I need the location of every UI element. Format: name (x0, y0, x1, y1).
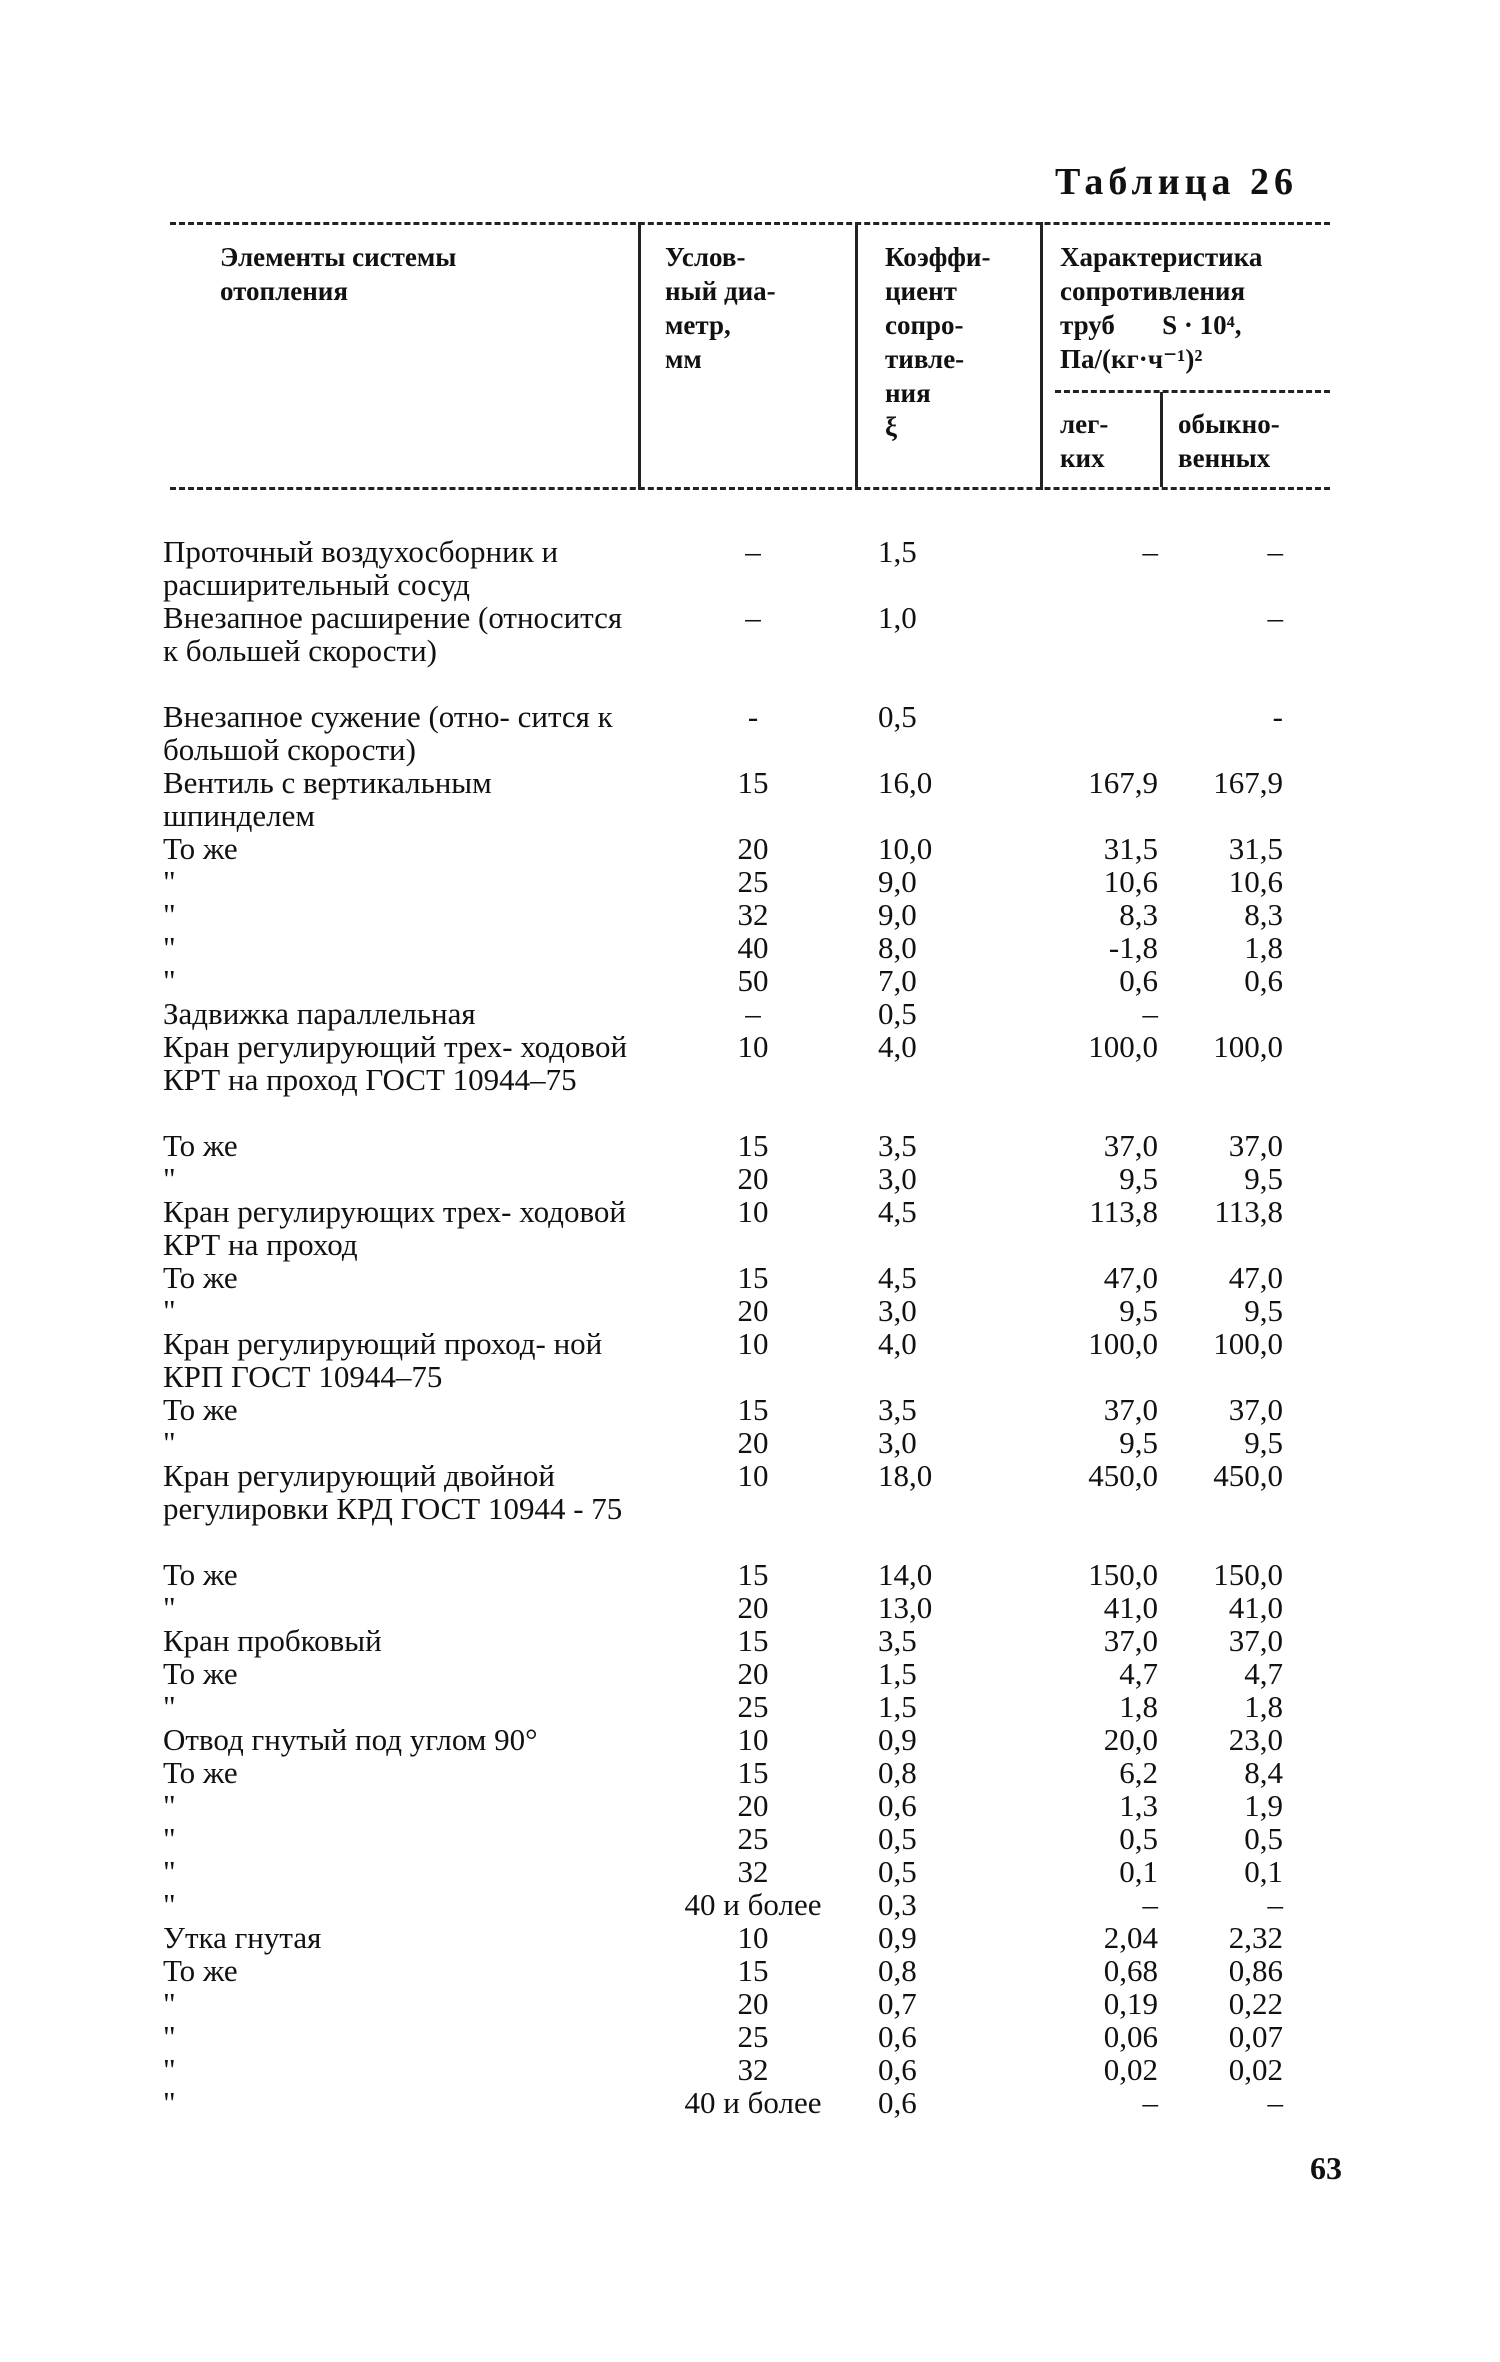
row-ordinary-pipes: 0,6 (1244, 963, 1283, 998)
row-element-name: " (163, 1854, 176, 1889)
header-diameter: Услов- ный диа- метр, мм (665, 242, 776, 374)
row-ordinary-pipes: 100,0 (1213, 1326, 1283, 1361)
header-characteristic: Характеристика сопротивления труб S · 10⁴, Па/(кг·ч⁻¹)² (1060, 242, 1263, 374)
row-element-name: " (163, 1293, 176, 1328)
row-diameter: 20 (737, 1590, 769, 1625)
row-coefficient: 9,0 (878, 864, 917, 899)
row-coefficient: 0,5 (878, 996, 917, 1031)
header-top-rule (170, 222, 1330, 225)
row-diameter: 10 (737, 1029, 769, 1064)
row-diameter: 25 (737, 2019, 769, 2054)
row-element-name: " (163, 897, 176, 932)
row-diameter: 32 (737, 2052, 769, 2087)
row-element-name: " (163, 1161, 176, 1196)
row-light-pipes: 9,5 (1119, 1425, 1158, 1460)
row-element-name: " (163, 930, 176, 965)
row-coefficient: 16,0 (878, 765, 933, 800)
row-element-name: То же (163, 1953, 238, 1988)
row-light-pipes: 1,8 (1119, 1689, 1158, 1724)
row-light-pipes: -1,8 (1108, 930, 1158, 965)
row-ordinary-pipes: 0,02 (1228, 2052, 1283, 2087)
row-ordinary-pipes: 0,86 (1228, 1953, 1283, 1988)
row-ordinary-pipes: 47,0 (1228, 1260, 1283, 1295)
row-ordinary-pipes: 23,0 (1228, 1722, 1283, 1757)
row-ordinary-pipes: 37,0 (1228, 1128, 1283, 1163)
row-diameter: - (747, 699, 759, 734)
table-header (170, 222, 1330, 490)
row-coefficient: 14,0 (878, 1557, 933, 1592)
row-element-name: То же (163, 1557, 238, 1592)
row-ordinary-pipes: 2,32 (1228, 1920, 1283, 1955)
row-coefficient: 0,7 (878, 1986, 917, 2021)
row-diameter: 20 (737, 1986, 769, 2021)
row-coefficient: 0,5 (878, 1821, 917, 1856)
row-coefficient: 0,6 (878, 1788, 917, 1823)
row-element-name: " (163, 1986, 176, 2021)
row-coefficient: 18,0 (878, 1458, 933, 1493)
row-diameter: 50 (737, 963, 769, 998)
row-coefficient: 4,0 (878, 1029, 917, 1064)
row-light-pipes: 37,0 (1103, 1128, 1158, 1163)
row-element-name: Внезапное расширение (относится к большей скорости) (163, 600, 623, 668)
row-element-name: Кран регулирующий двойной регулировки КРД ГОСТ 10944 - 75 (163, 1458, 623, 1526)
row-diameter: 15 (737, 1755, 769, 1790)
row-diameter: 10 (737, 1326, 769, 1361)
row-light-pipes: – (1142, 1887, 1158, 1922)
row-light-pipes: 100,0 (1088, 1326, 1158, 1361)
row-element-name: Кран пробковый (163, 1623, 382, 1658)
row-element-name: Кран регулирующий трех- ходовой КРТ на проход ГОСТ 10944–75 (163, 1029, 628, 1097)
row-diameter: 15 (737, 1557, 769, 1592)
row-light-pipes: 9,5 (1119, 1161, 1158, 1196)
row-light-pipes: 0,5 (1119, 1821, 1158, 1856)
row-ordinary-pipes: 167,9 (1213, 765, 1283, 800)
header-divider (1040, 222, 1043, 490)
row-coefficient: 3,0 (878, 1425, 917, 1460)
row-coefficient: 0,8 (878, 1953, 917, 1988)
row-element-name: Вентиль с вертикальным шпинделем (163, 765, 492, 833)
row-ordinary-pipes: - (1272, 699, 1283, 734)
row-diameter: 10 (737, 1458, 769, 1493)
row-light-pipes: 450,0 (1088, 1458, 1158, 1493)
row-element-name: " (163, 1788, 176, 1823)
row-diameter: 20 (737, 1161, 769, 1196)
row-ordinary-pipes: – (1267, 1887, 1283, 1922)
row-light-pipes: 31,5 (1103, 831, 1158, 866)
row-element-name: " (163, 1821, 176, 1856)
row-coefficient: 0,9 (878, 1920, 917, 1955)
row-light-pipes: 37,0 (1103, 1392, 1158, 1427)
row-light-pipes: 8,3 (1119, 897, 1158, 932)
row-coefficient: 1,5 (878, 1656, 917, 1691)
header-coefficient: Коэффи- циент сопро- тивле- ния ξ (885, 242, 991, 442)
row-coefficient: 3,0 (878, 1293, 917, 1328)
row-diameter: 20 (737, 1425, 769, 1460)
row-coefficient: 3,5 (878, 1392, 917, 1427)
header-ordinary-pipes: обыкно- венных (1178, 409, 1280, 473)
row-diameter: 15 (737, 1623, 769, 1658)
header-elements: Элементы системы отопления (220, 242, 457, 306)
row-coefficient: 1,5 (878, 534, 917, 569)
row-ordinary-pipes: 8,4 (1244, 1755, 1283, 1790)
row-diameter: 15 (737, 1953, 769, 1988)
row-element-name: " (163, 1425, 176, 1460)
row-diameter: 32 (737, 1854, 769, 1889)
row-element-name: Проточный воздухосборник и расширительный сосуд (163, 534, 559, 602)
header-divider (855, 222, 858, 490)
row-diameter: 40 и более (684, 1887, 822, 1922)
row-coefficient: 3,5 (878, 1128, 917, 1163)
row-coefficient: 9,0 (878, 897, 917, 932)
row-element-name: То же (163, 1656, 238, 1691)
row-coefficient: 1,0 (878, 600, 917, 635)
table-caption: Таблица 26 (1055, 161, 1299, 203)
row-element-name: Задвижка параллельная (163, 996, 476, 1031)
row-coefficient: 7,0 (878, 963, 917, 998)
row-diameter: 15 (737, 1260, 769, 1295)
row-ordinary-pipes: 9,5 (1244, 1161, 1283, 1196)
row-ordinary-pipes: 1,8 (1244, 930, 1283, 965)
row-ordinary-pipes: 9,5 (1244, 1425, 1283, 1460)
row-ordinary-pipes: 113,8 (1214, 1194, 1283, 1229)
row-element-name: " (163, 2085, 176, 2120)
row-diameter: 32 (737, 897, 769, 932)
row-ordinary-pipes: – (1267, 600, 1283, 635)
row-ordinary-pipes: 0,07 (1228, 2019, 1283, 2054)
subheader-rule (1055, 390, 1330, 393)
row-coefficient: 3,5 (878, 1623, 917, 1658)
row-light-pipes: 4,7 (1119, 1656, 1158, 1691)
row-element-name: Утка гнутая (163, 1920, 322, 1955)
row-diameter: – (745, 996, 761, 1031)
row-coefficient: 4,0 (878, 1326, 917, 1361)
row-diameter: 40 (737, 930, 769, 965)
page-number: 63 (1310, 2150, 1342, 2186)
row-element-name: Кран регулирующих трех- ходовой КРТ на проход (163, 1194, 626, 1262)
row-light-pipes: 47,0 (1103, 1260, 1158, 1295)
row-light-pipes: 37,0 (1103, 1623, 1158, 1658)
row-ordinary-pipes: 150,0 (1213, 1557, 1283, 1592)
row-diameter: 20 (737, 1788, 769, 1823)
header-divider (638, 222, 641, 490)
row-diameter: 20 (737, 1656, 769, 1691)
row-ordinary-pipes: 4,7 (1244, 1656, 1283, 1691)
row-coefficient: 4,5 (878, 1194, 917, 1229)
header-light-pipes: лег- ких (1060, 409, 1109, 473)
row-coefficient: 0,8 (878, 1755, 917, 1790)
row-coefficient: 13,0 (878, 1590, 933, 1625)
row-element-name: " (163, 1590, 176, 1625)
row-light-pipes: – (1142, 996, 1158, 1031)
row-light-pipes: 0,06 (1103, 2019, 1158, 2054)
row-coefficient: 0,6 (878, 2052, 917, 2087)
row-ordinary-pipes: – (1267, 2085, 1283, 2120)
row-coefficient: 10,0 (878, 831, 933, 866)
row-ordinary-pipes: 1,8 (1244, 1689, 1283, 1724)
row-ordinary-pipes: 0,22 (1228, 1986, 1283, 2021)
row-coefficient: 0,5 (878, 699, 917, 734)
row-diameter: 40 и более (684, 2085, 822, 2120)
row-element-name: Внезапное сужение (отно- сится к большой скорости) (163, 699, 613, 767)
row-light-pipes: 0,19 (1103, 1986, 1158, 2021)
row-coefficient: 0,5 (878, 1854, 917, 1889)
row-light-pipes: – (1142, 2085, 1158, 2120)
row-element-name: " (163, 2019, 176, 2054)
row-coefficient: 0,3 (878, 1887, 917, 1922)
row-coefficient: 0,6 (878, 2085, 917, 2120)
row-element-name: То же (163, 1260, 238, 1295)
row-diameter: 10 (737, 1920, 769, 1955)
row-ordinary-pipes: 0,1 (1244, 1854, 1283, 1889)
row-light-pipes: 10,6 (1103, 864, 1158, 899)
row-light-pipes: 2,04 (1103, 1920, 1158, 1955)
subheader-divider (1160, 392, 1163, 487)
row-ordinary-pipes: 37,0 (1228, 1623, 1283, 1658)
row-element-name: " (163, 2052, 176, 2087)
row-ordinary-pipes: 450,0 (1213, 1458, 1283, 1493)
row-diameter: 25 (737, 864, 769, 899)
row-coefficient: 0,9 (878, 1722, 917, 1757)
row-ordinary-pipes: 100,0 (1213, 1029, 1283, 1064)
row-ordinary-pipes: 9,5 (1244, 1293, 1283, 1328)
row-light-pipes: 0,02 (1103, 2052, 1158, 2087)
row-element-name: " (163, 1887, 176, 1922)
row-diameter: 20 (737, 1293, 769, 1328)
row-light-pipes: 167,9 (1088, 765, 1158, 800)
row-diameter: 10 (737, 1722, 769, 1757)
row-diameter: – (745, 600, 761, 635)
row-element-name: То же (163, 1755, 238, 1790)
row-coefficient: 8,0 (878, 930, 917, 965)
row-ordinary-pipes: 0,5 (1244, 1821, 1283, 1856)
row-element-name: " (163, 1689, 176, 1724)
row-light-pipes: 1,3 (1119, 1788, 1158, 1823)
row-element-name: Отвод гнутый под углом 90° (163, 1722, 538, 1757)
row-light-pipes: 0,68 (1103, 1953, 1158, 1988)
row-ordinary-pipes: 41,0 (1228, 1590, 1283, 1625)
row-ordinary-pipes: 31,5 (1228, 831, 1283, 866)
row-diameter: 15 (737, 1392, 769, 1427)
row-ordinary-pipes: – (1267, 534, 1283, 569)
row-coefficient: 0,6 (878, 2019, 917, 2054)
row-light-pipes: 150,0 (1088, 1557, 1158, 1592)
row-diameter: – (745, 534, 761, 569)
row-ordinary-pipes: 8,3 (1244, 897, 1283, 932)
row-ordinary-pipes: 37,0 (1228, 1392, 1283, 1427)
row-coefficient: 3,0 (878, 1161, 917, 1196)
row-light-pipes: – (1142, 534, 1158, 569)
row-element-name: То же (163, 1128, 238, 1163)
row-diameter: 25 (737, 1689, 769, 1724)
row-light-pipes: 0,6 (1119, 963, 1158, 998)
row-coefficient: 4,5 (878, 1260, 917, 1295)
row-diameter: 25 (737, 1821, 769, 1856)
row-light-pipes: 113,8 (1089, 1194, 1158, 1229)
row-element-name: То же (163, 831, 238, 866)
row-element-name: " (163, 963, 176, 998)
row-element-name: Кран регулирующий проход- ной КРП ГОСТ 10944–75 (163, 1326, 603, 1394)
row-light-pipes: 0,1 (1119, 1854, 1158, 1889)
header-bottom-rule (170, 487, 1330, 490)
row-light-pipes: 9,5 (1119, 1293, 1158, 1328)
row-diameter: 15 (737, 765, 769, 800)
row-light-pipes: 6,2 (1119, 1755, 1158, 1790)
row-light-pipes: 100,0 (1088, 1029, 1158, 1064)
row-diameter: 10 (737, 1194, 769, 1229)
row-light-pipes: 20,0 (1103, 1722, 1158, 1757)
row-element-name: " (163, 864, 176, 899)
row-ordinary-pipes: 10,6 (1228, 864, 1283, 899)
row-diameter: 20 (737, 831, 769, 866)
row-coefficient: 1,5 (878, 1689, 917, 1724)
row-element-name: То же (163, 1392, 238, 1427)
row-diameter: 15 (737, 1128, 769, 1163)
row-light-pipes: 41,0 (1103, 1590, 1158, 1625)
row-ordinary-pipes: 1,9 (1244, 1788, 1283, 1823)
